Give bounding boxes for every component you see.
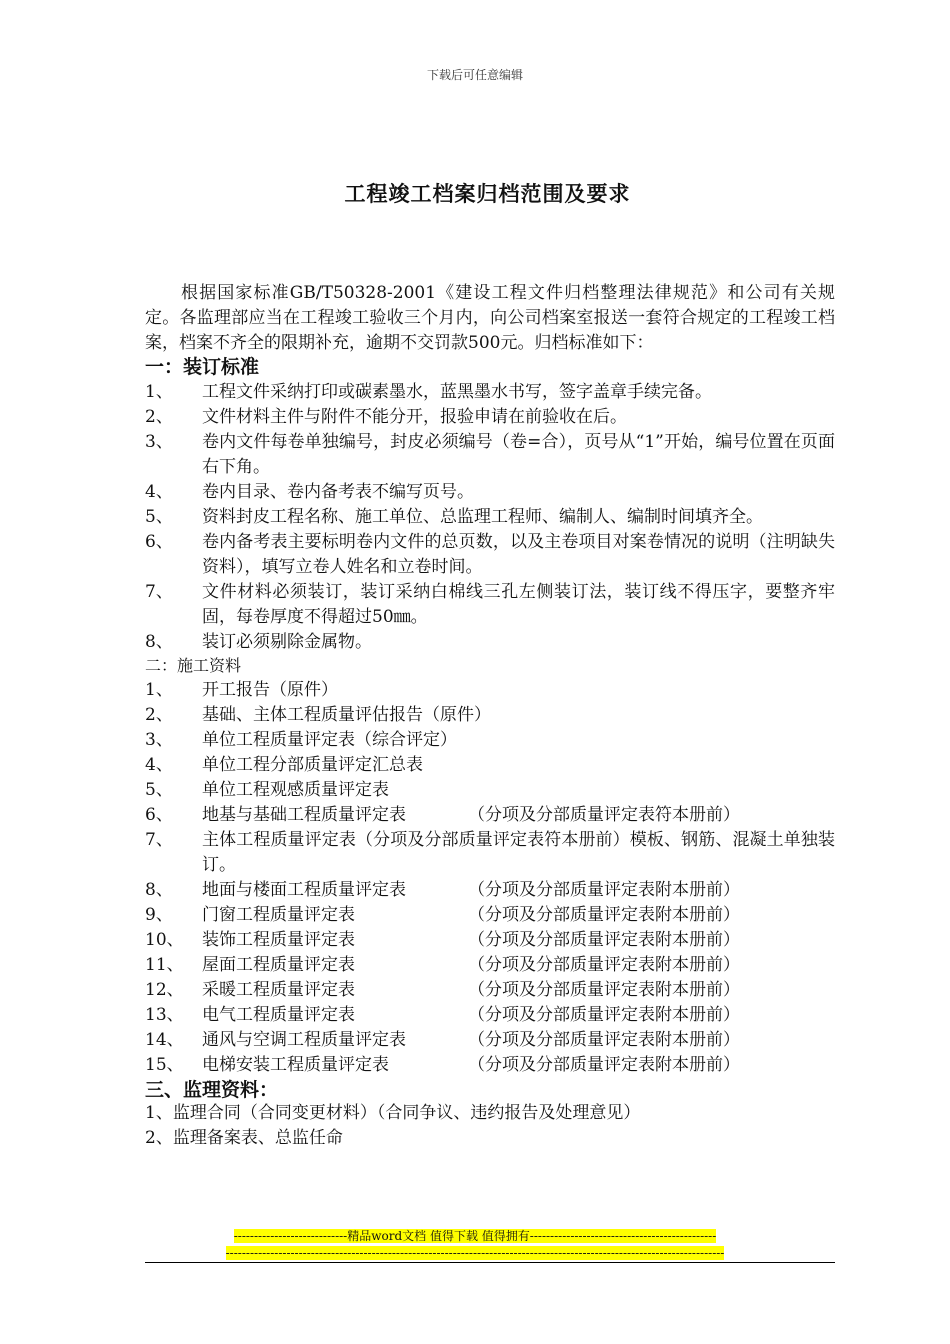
- item-number: 1、: [145, 382, 173, 402]
- item-text: 主体工程质量评定表（分项及分部质量评定表符本册前）模板、钢筋、混凝土单独装订。: [202, 830, 835, 875]
- item-text: 电气工程质量评定表: [202, 1005, 355, 1025]
- item-text: 电梯安装工程质量评定表: [202, 1055, 389, 1075]
- item-text: 装饰工程质量评定表: [202, 930, 355, 950]
- item-number: 8、: [145, 632, 173, 652]
- footer-banner: [0, 1228, 950, 1262]
- item-number: 3、: [145, 730, 173, 750]
- item-text: 卷内备考表主要标明卷内文件的总页数，以及主卷项目对案卷情况的说明（注明缺失资料），填写立卷人姓名和立卷时间。: [202, 532, 835, 577]
- item-text: 地基与基础工程质量评定表: [202, 805, 406, 825]
- item-number: 14、: [145, 1030, 184, 1050]
- item-number: 4、: [145, 482, 173, 502]
- item-number: 12、: [145, 980, 184, 1000]
- list-item: [145, 405, 835, 430]
- footer-banner-line2: ---------------------------------------------------------------------------------------------------------------------------: [225, 1246, 725, 1260]
- item-text: 单位工程质量评定表（综合评定）: [202, 730, 457, 750]
- item-note: （分项及分部质量评定表附本册前）: [468, 1030, 740, 1050]
- item-text: 基础、主体工程质量评估报告（原件）: [202, 705, 491, 725]
- item-number: 4、: [145, 755, 173, 775]
- list-item: [145, 1003, 835, 1028]
- list-item: [145, 1053, 835, 1078]
- item-text: 开工报告（原件）: [202, 680, 338, 700]
- list-item: [145, 978, 835, 1003]
- item-number: 11、: [145, 955, 184, 975]
- list-item: [145, 778, 835, 803]
- item-text: 采暖工程质量评定表: [202, 980, 355, 1000]
- item-number: 2、: [145, 407, 173, 427]
- item-text: 卷内文件每卷单独编号，封皮必须编号（卷=合），页号从“1”开始，编号位置在页面右下角。: [202, 432, 835, 477]
- item-number: 10、: [145, 930, 184, 950]
- item-note: （分项及分部质量评定表附本册前）: [468, 880, 740, 900]
- item-number: 7、: [145, 830, 173, 850]
- item-text: 单位工程观感质量评定表: [202, 780, 389, 800]
- item-note: （分项及分部质量评定表附本册前）: [468, 1005, 740, 1025]
- item-text: 屋面工程质量评定表: [202, 955, 355, 975]
- list-item: [145, 530, 835, 580]
- item-note: （分项及分部质量评定表附本册前）: [468, 980, 740, 1000]
- item-text: 工程文件采纳打印或碳素墨水，蓝黑墨水书写，签字盖章手续完备。: [202, 382, 712, 402]
- list-item: [145, 630, 835, 655]
- list-item: [145, 753, 835, 778]
- list-item: [145, 803, 835, 828]
- section1-heading: 一：装订标准: [145, 356, 260, 378]
- list-item: [145, 928, 835, 953]
- item-number: 7、: [145, 582, 173, 602]
- list-item: [145, 505, 835, 530]
- item-number: 15、: [145, 1055, 184, 1075]
- intro-paragraph: [145, 281, 835, 356]
- item-note: （分项及分部质量评定表附本册前）: [468, 905, 740, 925]
- footer-rule: [145, 1262, 835, 1263]
- list-item: 1、监理合同（合同变更材料）（合同争议、违约报告及处理意见）: [145, 1103, 641, 1123]
- list-item: [145, 380, 835, 405]
- list-item: [145, 1028, 835, 1053]
- item-number: 5、: [145, 507, 173, 527]
- list-item: [145, 728, 835, 753]
- item-text: 门窗工程质量评定表: [202, 905, 355, 925]
- item-text: 文件材料主件与附件不能分开，报验申请在前验收在后。: [202, 407, 627, 427]
- item-text: 单位工程分部质量评定汇总表: [202, 755, 423, 775]
- page-header-note: 下载后可任意编辑: [426, 68, 523, 82]
- item-text: 资料封皮工程名称、施工单位、总监理工程师、编制人、编制时间填齐全。: [202, 507, 763, 527]
- list-item: 2、监理备案表、总监任命: [145, 1128, 343, 1148]
- list-item: [145, 903, 835, 928]
- list-item: [145, 878, 835, 903]
- item-text: 装订必须剔除金属物。: [202, 632, 372, 652]
- item-number: 3、: [145, 432, 173, 452]
- item-number: 6、: [145, 532, 173, 552]
- binding-standards-list: [145, 380, 835, 655]
- item-number: 2、: [145, 705, 173, 725]
- list-item: [145, 828, 835, 878]
- footer-banner-line1: ----------------------------精品word文档 值得下载 值得拥有----------------------------------------------: [233, 1229, 717, 1243]
- list-item: [145, 580, 835, 630]
- item-note: （分项及分部质量评定表附本册前）: [468, 955, 740, 975]
- item-note: （分项及分部质量评定表符本册前）: [468, 805, 740, 825]
- item-text: 地面与楼面工程质量评定表: [202, 880, 406, 900]
- item-note: （分项及分部质量评定表附本册前）: [468, 1055, 740, 1075]
- item-number: 9、: [145, 905, 173, 925]
- item-number: 5、: [145, 780, 173, 800]
- section3-heading: 三、监理资料：: [145, 1079, 279, 1101]
- list-item: [145, 430, 835, 480]
- section2-heading: 二：施工资料: [145, 656, 242, 675]
- item-number: 6、: [145, 805, 173, 825]
- item-note: （分项及分部质量评定表附本册前）: [468, 930, 740, 950]
- supervision-documents-list: [145, 1101, 835, 1151]
- list-item: [145, 953, 835, 978]
- list-item: [145, 703, 835, 728]
- item-text: 通风与空调工程质量评定表: [202, 1030, 406, 1050]
- document-title: 工程竣工档案归档范围及要求: [344, 181, 631, 206]
- item-text: 文件材料必须装订，装订采纳白棉线三孔左侧装订法，装订线不得压字，要整齐牢固，每卷厚度不得超过50㎜。: [202, 582, 835, 627]
- item-text: 卷内目录、卷内备考表不编写页号。: [202, 482, 474, 502]
- item-number: 8、: [145, 880, 173, 900]
- item-number: 13、: [145, 1005, 184, 1025]
- list-item: [145, 480, 835, 505]
- construction-documents-list: [145, 678, 835, 1078]
- intro-text: 根据国家标准GB/T50328-2001《建设工程文件归档整理法律规范》和公司有关规定。各监理部应当在工程竣工验收三个月内，向公司档案室报送一套符合规定的工程竣工档案，档案不齐全的限期补充，逾期不交罚款500元。归档标准如下：: [145, 283, 835, 353]
- item-number: 1、: [145, 680, 173, 700]
- list-item: [145, 678, 835, 703]
